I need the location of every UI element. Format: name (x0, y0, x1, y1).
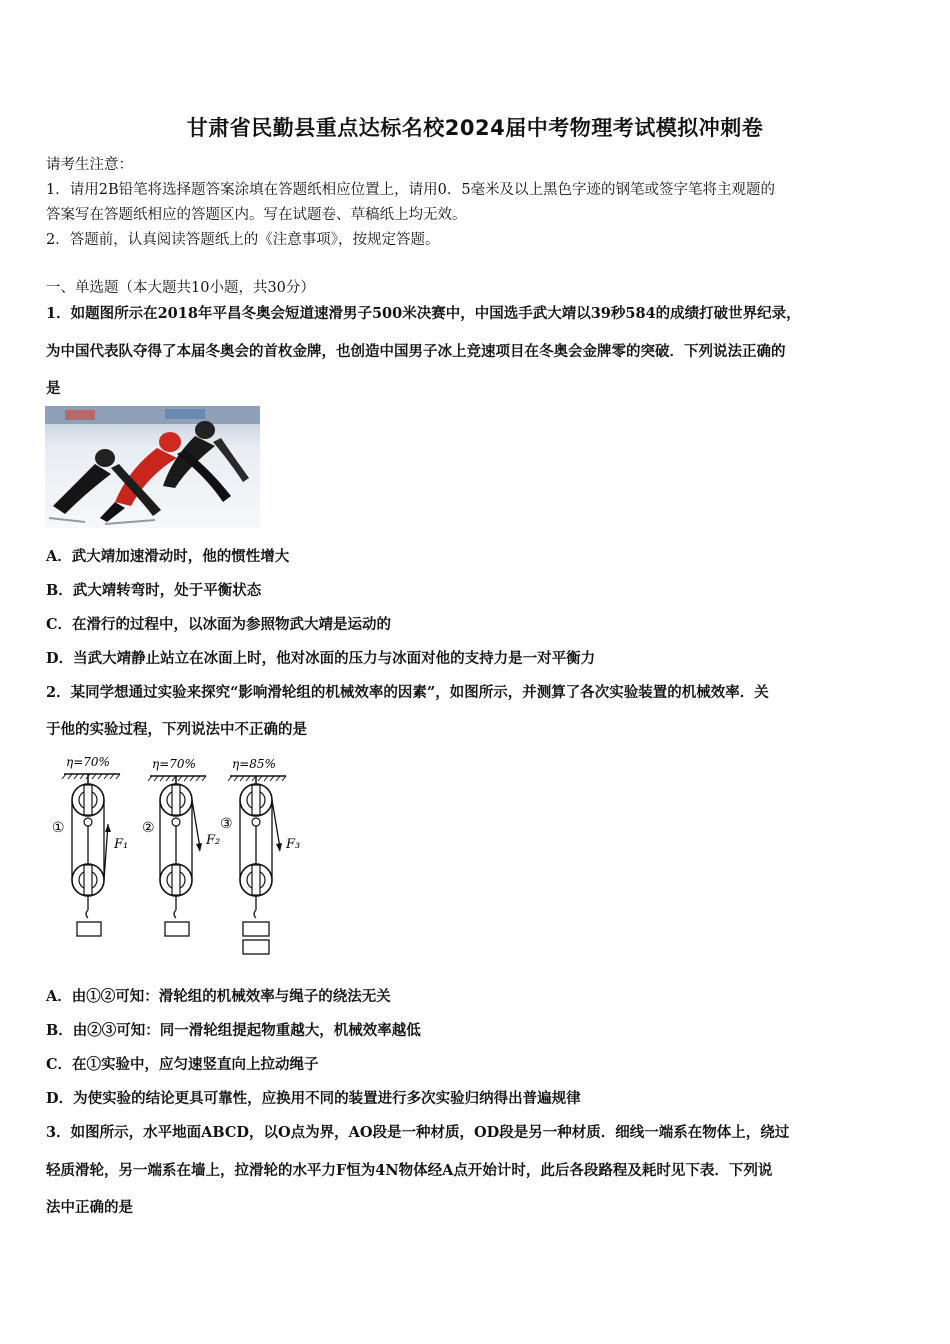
efficiency-label-3: η=85% (232, 757, 276, 771)
notice-item-2: 2．答题前，认真阅读答题纸上的《注意事项》，按规定答题。 (46, 232, 440, 248)
section-heading: 一、单选题（本大题共10小题，共30分） (46, 280, 315, 296)
q1-option-b: B．武大靖转弯时，处于平衡状态 (46, 582, 262, 599)
q2-option-c: C．在①实验中，应匀速竖直向上拉动绳子 (46, 1056, 319, 1073)
q3-stem-line-2: 轻质滑轮，另一端系在墙上，拉滑轮的水平力F恒为4N物体经A点开始计时，此后各段路程及耗时见下表．下列说 (46, 1162, 773, 1179)
force-label-3: F₃ (286, 837, 301, 852)
q2-option-b: B．由②③可知：同一滑轮组提起物重越大，机械效率越低 (46, 1022, 421, 1039)
setup-number-2: ② (142, 820, 155, 836)
efficiency-label-1: η=70% (66, 755, 110, 769)
q1-stem-line-1: 1．如题图所示在2018年平昌冬奥会短道速滑男子500米决赛中，中国选手武大靖以39秒584的成绩打破世界纪录， (46, 305, 801, 322)
q2-stem-line-1: 2．某同学想通过实验来探究“影响滑轮组的机械效率的因素”，如图所示，并测算了各次实验装置的机械效率．关 (46, 684, 769, 701)
q1-option-a: A．武大靖加速滑动时，他的惯性增大 (46, 548, 290, 565)
q2-option-a: A．由①②可知：滑轮组的机械效率与绳子的绕法无关 (46, 988, 391, 1005)
q3-stem-line-3: 法中正确的是 (46, 1199, 133, 1216)
q3-stem-line-1: 3．如图所示，水平地面ABCD，以O点为界，AO段是一种材质，OD段是另一种材质．细线一端系在物体上，绕过 (46, 1124, 790, 1141)
page-title: 甘肃省民勤县重点达标名校2024届中考物理考试模拟冲刺卷 (186, 116, 764, 140)
q1-option-c: C．在滑行的过程中，以冰面为参照物武大靖是运动的 (46, 616, 392, 633)
notice-heading: 请考生注意： (46, 157, 133, 173)
efficiency-label-2: η=70% (152, 757, 196, 771)
force-label-1: F₁ (114, 837, 129, 852)
speed-skating-photo (45, 406, 260, 528)
q2-stem-line-2: 于他的实验过程，下列说法中不正确的是 (46, 721, 307, 738)
q2-option-d: D．为使实验的结论更具可靠性，应换用不同的装置进行多次实验归纳得出普遍规律 (46, 1090, 581, 1107)
q1-stem-line-2: 为中国代表队夺得了本届冬奥会的首枚金牌，也创造中国男子冰上竞速项目在冬奥会金牌零的突破．下列说法正确的 (46, 343, 786, 360)
setup-number-3: ③ (220, 816, 233, 832)
q1-stem-line-3: 是 (46, 380, 61, 397)
force-label-2: F₂ (206, 833, 221, 848)
q1-option-d: D．当武大靖静止站立在冰面上时，他对冰面的压力与冰面对他的支持力是一对平衡力 (46, 650, 596, 667)
setup-number-1: ① (52, 820, 65, 836)
pulley-diagram (46, 752, 316, 962)
notice-item-1-line-2: 答案写在答题纸相应的答题区内。写在试题卷、草稿纸上均无效。 (46, 207, 467, 223)
notice-item-1-line-1: 1．请用2B铅笔将选择题答案涂填在答题纸相应位置上，请用0．5毫米及以上黑色字迹的钢笔或签字笔将主观题的 (46, 182, 776, 198)
